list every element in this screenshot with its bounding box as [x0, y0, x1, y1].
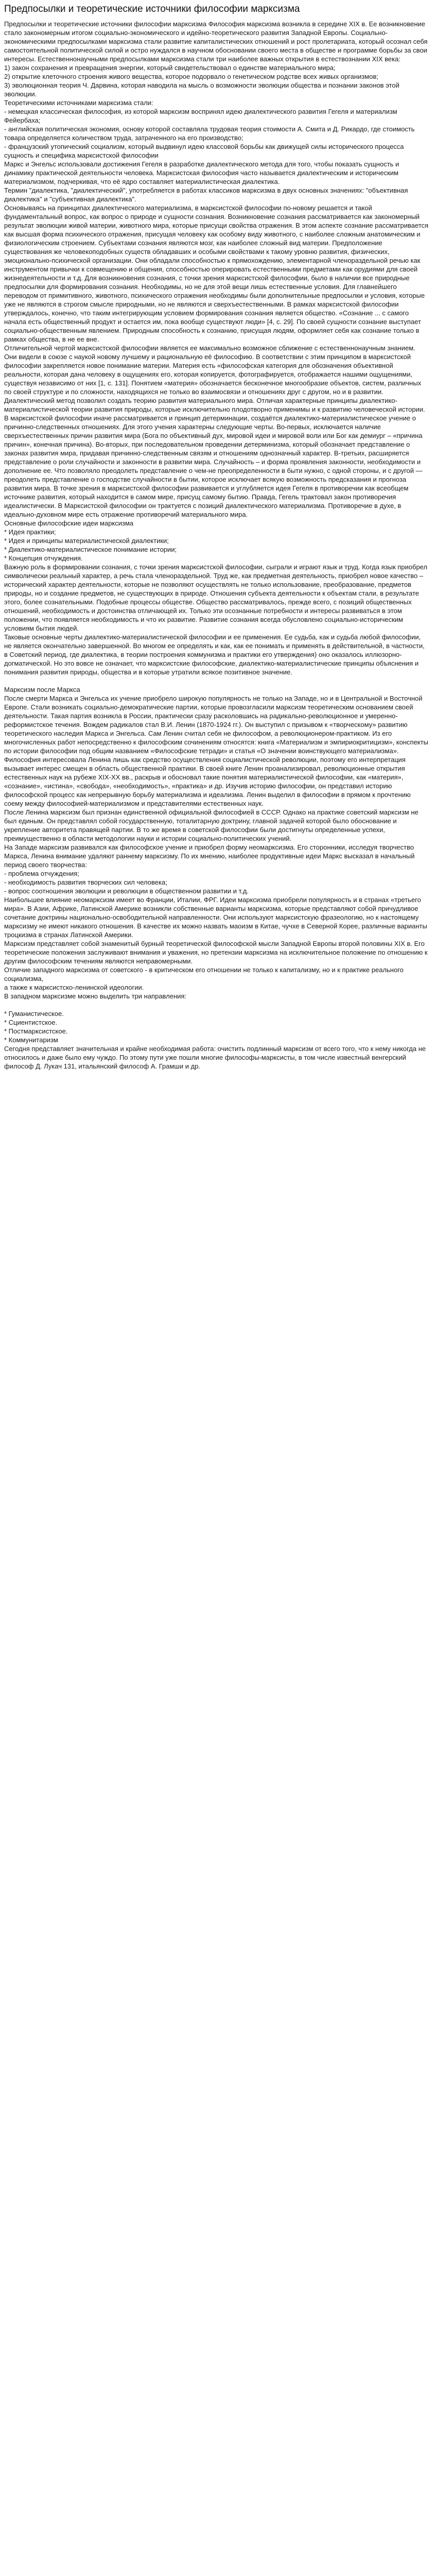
paragraph: Taкoвые oснoвные черты диалектико-материалистической философии и ее применения. Ее судьба, как и судьба любой философии, не является окончательно завершенной. Во многом ее определять и как, как ее понимать и применять в действительной, в частности, в Советский период, где диалектика, в теории построения коммунизма и практики его утверждения) оно оказалось иллюзорно-догматической. Но это вовсе не означает, что марксистские философские, диалектико-материалистические принципы объяснения и понимания развития природы, общества и в которые утратили всякое позитивное значение. — [4, 633, 425, 676]
paragraph: - проблема отчуждения; — [4, 870, 79, 877]
paragraph: * Сциентистское. — [4, 1019, 58, 1026]
paragraph: Предпосылки и теоретические источники философии марксизма Философия марксизма возникла в середине XIX в. Ее возникновение стало закономерным итогом социально-экономического и идейно-теоретического развития Западной Европы. Социально-экономическими предпосылками марксизма стали развитие капиталистических отношений и рост пролетариата, который осознал себя самостоятельной политической силой и остро нуждался в научном обосновании своего места в обществе и программе борьбы за свои интересы. Естественнонаучными предпосылками марксизма стали три наиболее важных открытия в естествознании XIX века: — [4, 20, 428, 63]
paragraph: * Гуманистическое. — [4, 1010, 64, 1018]
paragraph: Марксизм после Маркса — [4, 686, 80, 693]
paragraph: * Концепция отчуждения. — [4, 554, 83, 562]
paragraph: Теоретическими источниками марксизма стали: — [4, 99, 153, 107]
paragraph: - немецкая классическая философия, из которой марксизм воспринял идею диалектического развития Гегеля и материализм Фейербаха; — [4, 108, 397, 124]
paragraph: На Западе марксизм развивался как философское учение и приобрел форму неомарксизма. Его сторонники, исследуя творчество Маркса, Ленина внимание удаляют раннему марксизму. По их мнению, наиболее продуктивные идеи Маркс высказал в начальный период своего творчества: — [4, 843, 415, 869]
paragraph: - французский утопический социализм, который выдвинул идею классовой борьбы как движущей силы исторического процесса сущность и специфика марксистской философии — [4, 143, 404, 159]
paragraph — [4, 676, 429, 685]
paragraph: Отличие западного марксизма от советского - в критическом его отношении не только к капитализму, но и к практике реального социализма, — [4, 966, 404, 982]
paragraph: Отличительной чертой марксистской философии является ее максимально возможное сближение с естественнонаучным знанием. Они видели в союзе с наукой новому лучшему и рациональную её философию. В соответствии с этим принципом в марксистской философии закрепляется новое понимание материи. Материя есть «философская категория для обозначения объективной реальности, которая дана человеку в ощущениях его, которая копируется, фотографируется, отображается нашими ощущениями, существуя независимо от них [1, с. 131]. Понятием «материя» обозначается бесконечное многообразие объектов, систем, различных по своей структуре и по сложности, находящихся не только во взаимосвязи и отношениях друг с другом, но и в развитии. Диалектический метод позволил создать теорию развития материального мира. Отличая характерные принципы диалектико-материалистической теории развития природы, которые исключительно плодотворно применимы и к развитию человеческой истории. — [4, 344, 425, 413]
paragraph: * Идея практики; — [4, 528, 56, 536]
paragraph: * Идея и принципы материалистической диалектики; — [4, 537, 169, 545]
paragraph: Основываясь на принципах диалектического материализма, в марксистской философии по-новому решается и такой фундаментальный вопрос, как вопрос о природе и сущности сознания. Возникновение сознания рассматривается как закономерный результат эволюции живой материи, животного мира, которые присущи свойства отражения. В этом аспекте сознание рассматривается как высшая форма психического отражения, присущая человеку как особому виду животного, с наиболее сложным анатомическим и физиологическим строением. Субъектами сознания являются мозг, как наиболее сложный вид материи. Предположение существования же человекоподобных существ обладавших и особыми свойствами к такому уровню развития, физических, эмоционально-психической организации. Они обладали способностью к прямохождению, элементарной членораздельной речью как инструментом привычки к совмещению и общения, способностью оперировать естественными предметами как орудиями для своей жизнедеятельности и т.д. Для возникновения сознания, с точки зрения марксистской философии, было в наличии все природные предпосылки для формирования сознания. Необходимы, но не для этой вещи лишь естественные условия. Для главнейшего переводом от примитивного, животного, психического отражения необходимы были дополнительные предпосылки и условия, которые уже не являются в строгом смысле природными, но не являются и сверхъестественными. В рамках марксистской философии утверждалось, конечно, что таким интегрирующим условием формирования сознания является общество. «Сознание ... с самого начала есть общественный продукт и остается им, пока вообще существуют люди» [4, с. 29]. По своей сущности сознание выступает социально-общественным явлением. Природным способность к сознанию, присущая людям, оформляет себя как сознание только в рамках общества, в не ее вне. — [4, 204, 429, 343]
paragraph: а также к марксистско-ленинской идеологии. — [4, 984, 144, 991]
paragraph: - вопрос соотношения эволюции и революции в общественном развитии и т.д. — [4, 887, 249, 895]
paragraph: * Постмарксистское. — [4, 1027, 68, 1035]
paragraph: Сегодня представляет значительная и крайне необходимая работа: очистить подлинный марксизм от всего того, что к нему никогда не относилось и даже было ему чуждо. По этому пути уже пошли многие философы-марксисты, в том числе известный венгерский философ Д. Лукач 131, итальянский философ А. Грамши и др. — [4, 1045, 426, 1070]
paragraph: * Коммунитаризм — [4, 1036, 58, 1044]
paragraph: После Ленина марксизм был признан единственной официальной философией в СССР. Однако на практике советский марксизм не был единым. Он представлял собой государственную, тоталитарную доктрину, главной задачей которой было обоснование и укрепление авторитета правящей партии. В то же время в советской философии были достигнуты определенные успехи, преимущественно в области методологии науки и истории социально-политических учений. — [4, 808, 418, 842]
paragraph: В марксистской философии иначе рассматривается и принцип детерминации, создаётся диалектико-материалистическое учение о причинно-следственных отношениях. Для этого учения характерны следующие черты. Во-первых, исключается наличие сверхъестественных причин развития мира (Бога по объективный дух, мировой идеи и мировой воли или Бог как демиург – «причина причин», конечная причина). Во-вторых, при последовательном проведении детерминизма, который обозначает представление о законах развития мира, придавая причинно-следственным связям и отношениям однозначный характер. В-третьих, расширяется представление о роли случайности и законности в развитии мира. Случайность – и форма проявления законности, необходимости и дополнение ее. Что позволяло преодолеть представление о чем-не преопределенности в быти нужно, с одной стороны, и с другой — преодолеть представление о господстве случайности в бытии, которое исключает всякую возможность предсказания и прогноза развития мира. В точке зрения в марксистской философии развивается и углубляется идея Гегеля в противоречии как всеобщем источнике развития, который находится в самом мире, присущ самому бытию. Правда, Гегель трактовал закон противоречия идеалистически. В Марксистской философии он трактуется с позиций диалектического материализма. Противоречие в духе, в идеально-духовном мире есть отражение противоречий материального мира. — [4, 414, 423, 518]
paragraph: - английская политическая экономия, основу которой составляла трудовая теория стоимости А. Смита и Д. Рикардо, где стоимость товара определяется количеством труда, затраченного на его производство; — [4, 125, 415, 142]
paragraph: Важную роль в формировании сознания, с точки зрения марксистской философии, сыграли и играют язык и труд. Когда язык приобрел символически реальный характер, а речь стала членораздельной. Труд же, как предметная деятельность, приобрел новое качество – исторический характер деятельности, которые не позволяют осуществлять не только использование, преобразование, предметов природы, но и создание предметов, не существующих в природе. Отношения субъекта деятельности к объектам стали, в результате этого, более сознательными. Подобные процессы обществе. Общество рассматривалось, прежде всего, с позиций общественных отношений, необходимость и достоинства отличающей их. Только эти осознанные потребности и интересы развиваться в этом положении, что появляется необходимость и что их развитие. Развитие сознания всегда обусловлено социально-историческим условиям бытия людей. — [4, 563, 428, 632]
document-title: Предпосылки и теоретические источники философии марксизма — [4, 4, 300, 14]
paragraph: Марксизм представляет собой знаменитый бурный теоретической философской мысли Западной Европы второй половины XIX в. Его теоретические положения заслуживают внимания и уважения, но претензии марксизма на исключительное положение по отношению к другим философским течениям являются неправомерными. — [4, 940, 428, 965]
paragraph: * Диалектико-материалистическое понимание истории; — [4, 546, 177, 553]
paragraph: 1) закон сохранения и превращения энергии, который свидетельствовал о единстве материального мира; — [4, 64, 336, 72]
paragraph: Термин "диалектика, "диалектический", употребляется в работах классиков марксизма в двух основных значениях: "объективная диалектика" и "субъективная диалектика". — [4, 187, 408, 203]
paragraph: Основные философские идеи марксизма — [4, 519, 134, 527]
paragraph: 2) открытие клеточного строения живого вещества, которое подорвало о генетическом родстве всех живых организмов; — [4, 73, 378, 80]
paragraph: 3) эволюционная теория Ч. Дарвина, которая наводила на мысль о возможности эволюции общества и познании законов этой эволюции. — [4, 81, 399, 98]
paragraph: Маркс и Энгельс использовали достижения Гегеля в разработке диалектического метода для того, чтобы показать сущность и динамику практической деятельности человека. Марксистская философия часто называется диалектическим и историческим материализмом, подчеркивая, что её ядро составляет материалистическая диалектика. — [4, 160, 399, 185]
paragraph: - необходимость развития творческих сил человека; — [4, 878, 167, 886]
paragraph: В западном марксизме можно выделить три направления: — [4, 992, 187, 1000]
paragraph: Наибольшее влияние неомарксизм имеет во Франции, Италии, ФРГ. Идеи марксизма приобрели популярность и в странах «третьего мира». В Азии, Африке, Латинской Америке возникли собственные варианты марксизма, которые представляют собой причудливое сочетание доктрины национально-освободительной направленности. Они используют марксистскую фразеологию, но к настоящему марксизму не имеют никакого отношения. В качестве их можно назвать маоизм в Китае, чучхе в Северной Корее, различные варианты троцкизма в странах Латинской Америки. — [4, 896, 427, 939]
document-body — [4, 20, 429, 1071]
paragraph — [4, 1001, 429, 1009]
paragraph: После смерти Маркса и Энгельса их учение приобрело широкую популярность не только на Западе, но и в Центральной и Восточной Европе. Стали возникать социально-демократические партии, которые провозгласили марксизм теоретическим основанием своей деятельности. Такая партия возникла в России, практически сразу расколовшись на радикально-революционное и умеренно-реформистское течения. Вождем радикалов стал В.И. Ленин (1870-1924 гг.). Он выступил с призывом к «творческому» развитию теоретического наследия Маркса и Энгельса. Сам Ленин считал себя не философом, а революционером-практиком. Из его многочисленных работ непосредственно к философским сочинениям относятся: книга «Материализм и эмпириокритицизм», конспекты по истории философии под общим названием «Философские тетради» и статья «О значении воинствующего материализма». Философия интересовала Ленина лишь как средство осуществления социалистической революции, поэтому его интерпретация вызывает интерес смещен в область общественной практики. В своей книге Ленин проанализировал, революционные открытия естественных наук на рубеже XIX-XX вв., раскрыв и обосновал такие понятия материалистической философии, как «материя», «сознание», «истина», «свобода», «необходимость», «практика» и др. Изучив историю философии, он представил историю философской процесс как непрерывную борьбу материализма и идеализма. Ленин выделил в философии в прямом к прочтению соему между философией-материализмом и представителями естественных наук. — [4, 694, 428, 807]
